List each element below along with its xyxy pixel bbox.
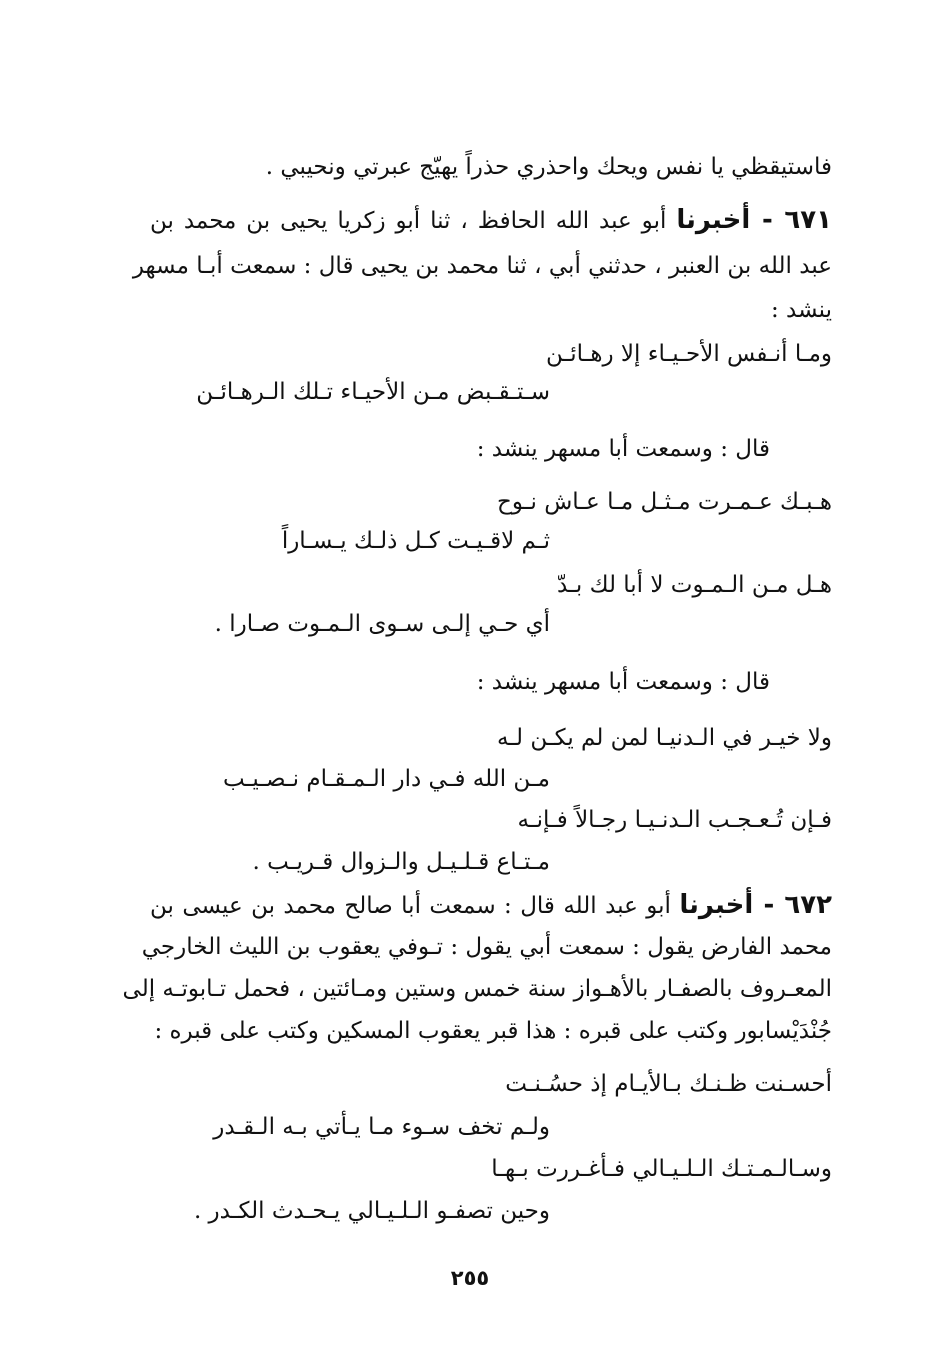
poem4-line-3: وسـالـمـتـك الـلـيـالي فـأغـررت بـهـا <box>491 1156 832 1182</box>
hadith-672-text-1: أبو عبد الله قال : سمعت أبا صالح محمد بن عيسى بن <box>150 893 671 919</box>
poem3-line-3: فـإن تُـعـجـب الـدنـيـا رجـالاً فـإنـه <box>517 807 832 833</box>
poem3-line-1: ولا خيـر في الـدنيـا لمن لم يكـن لـه <box>496 725 832 751</box>
hadith-672-line-2: محمد الفارض يقول : سمعت أبي يقول : تـوفي يعقوب بن الليث الخارجي <box>141 934 832 960</box>
hadith-671-line-1 <box>150 203 832 238</box>
poem2-line-1: هـبـك عـمـرت مـثـل مـا عـاش نـوح <box>497 489 832 515</box>
poem4-line-4: وحين تصفـو الـلـيـالي يـحـدث الكـدر . <box>193 1198 550 1224</box>
qala-2: قال : وسمعت أبا مسهر ينشد : <box>476 669 770 695</box>
poem1-line-1: ومـا أنـفس الأحـيـاء إلا رهـائـن <box>545 341 832 367</box>
poem3-line-2: مـن الله فـي دار الـمـقـام نـصـيـب <box>223 766 550 792</box>
page-number: ٢٥٥ <box>450 1266 490 1290</box>
hadith-672-line-4: جُنْدَيْسابور وكتب على قبره : هذا قبر يعقوب المسكين وكتب على قبره : <box>154 1018 832 1044</box>
poem2-line-4: أي حـي إلـى سـوى الـمـوت صـارا . <box>214 611 550 637</box>
poem2-line-2: ثـم لاقـيـت كـل ذلـك يـسـاراً <box>281 528 550 554</box>
hadith-671-number: ٦٧١ - أخبرنا <box>676 205 833 235</box>
poem4-line-2: ولـم تخف سـوء مـا يـأتي بـه الـقـدر <box>213 1114 550 1140</box>
poem4-line-1: أحسـنت ظـنـك بـالأيـام إذ حسُـنـت <box>505 1071 832 1097</box>
qala-1: قال : وسمعت أبا مسهر ينشد : <box>476 436 770 462</box>
poem2-line-3: هـل مـن الـمـوت لا أبا لك بـدّ <box>557 572 832 598</box>
poem3-line-4: مـتـاع قـلـيـل والـزوال قـريـب . <box>252 849 550 875</box>
hadith-672-line-3: المعـروف بالصفـار بالأهـواز سنة خمس وستين ومـائتين ، فحمل تـابوتـه إلى <box>122 976 832 1002</box>
hadith-671-line-3: ينشد : <box>771 297 832 323</box>
verse-intro: فاستيقظي يا نفس ويحك واحذري حذراً يهيّج عبرتي ونحيبي . <box>265 154 832 180</box>
hadith-672-line-1 <box>150 888 832 923</box>
hadith-672-number: ٦٧٢ - أخبرنا <box>679 890 832 920</box>
hadith-671-line-2: عبد الله بن العنبر ، حدثني أبي ، ثنا محمد بن يحيى قال : سمعت أبـا مسهر <box>132 253 832 279</box>
hadith-671-text-1: أبو عبد الله الحافظ ، ثنا أبو زكريا يحيى بن محمد بن <box>150 208 667 234</box>
poem1-line-2: سـتـقـبض مـن الأحيـاء تـلك الـرهـائـن <box>196 379 550 405</box>
